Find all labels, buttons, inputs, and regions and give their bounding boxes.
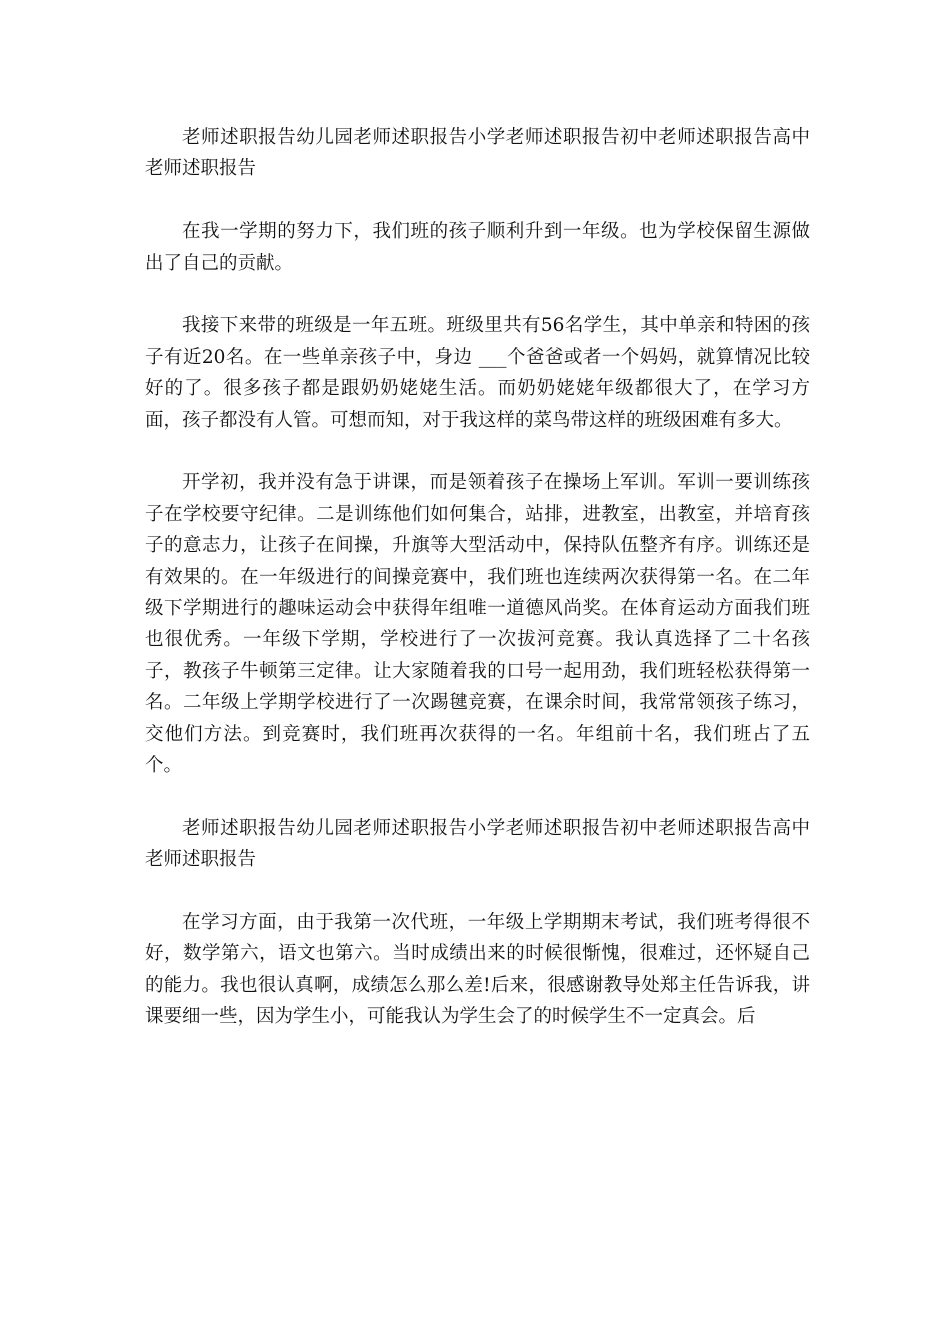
- paragraph-2: 我接下来带的班级是一年五班。班级里共有56名学生，其中单亲和特困的孩子有近20名。在一些单亲孩子中，身边 ___个爸爸或者一个妈妈，就算情况比较好的了。很多孩子都是跟奶奶姥姥生活。而奶奶姥姥年级都很大了，在学习方面，孩子都没有人管。可想而知，对于我这样的菜鸟带这样的班级困难有多大。: [145, 315, 810, 431]
- document-body: [145, 122, 810, 1033]
- paragraph-4: 在学习方面，由于我第一次代班，一年级上学期期末考试，我们班考得很不好，数学第六，语文也第六。当时成绩出来的时候很惭愧，很难过，还怀疑自己的能力。我也很认真啊，成绩怎么那么差!后来，很感谢教导处郑主任告诉我，讲课要细一些，因为学生小，可能我认为学生会了的时候学生不一定真会。后: [145, 912, 810, 1028]
- paragraph-title-2: 老师述职报告幼儿园老师述职报告小学老师述职报告初中老师述职报告高中老师述职报告: [145, 817, 810, 871]
- paragraph-1: 在我一学期的努力下，我们班的孩子顺利升到一年级。也为学校保留生源做出了自己的贡献。: [145, 221, 810, 274]
- paragraph-3: 开学初，我并没有急于讲课，而是领着孩子在操场上军训。军训一要训练孩子在学校要守纪律。二是训练他们如何集合，站排，进教室，出教室，并培育孩子的意志力，让孩子在间操，升旗等大型活动中，保持队伍整齐有序。训练还是有效果的。在一年级进行的间操竞赛中，我们班也连续两次获得第一名。在二年级下学期进行的趣味运动会中获得年组唯一道德风尚奖。在体育运动方面我们班也很优秀。一年级下学期，学校进行了一次拔河竞赛。我认真选择了二十名孩子，教孩子牛顿第三定律。让大家随着我的口号一起用劲，我们班轻松获得第一名。二年级上学期学校进行了一次踢毽竞赛，在课余时间，我常常领孩子练习，交他们方法。到竞赛时，我们班再次获得的一名。年组前十名，我们班占了五个。: [145, 472, 810, 777]
- paragraph-title-1: 老师述职报告幼儿园老师述职报告小学老师述职报告初中老师述职报告高中老师述职报告: [145, 127, 810, 180]
